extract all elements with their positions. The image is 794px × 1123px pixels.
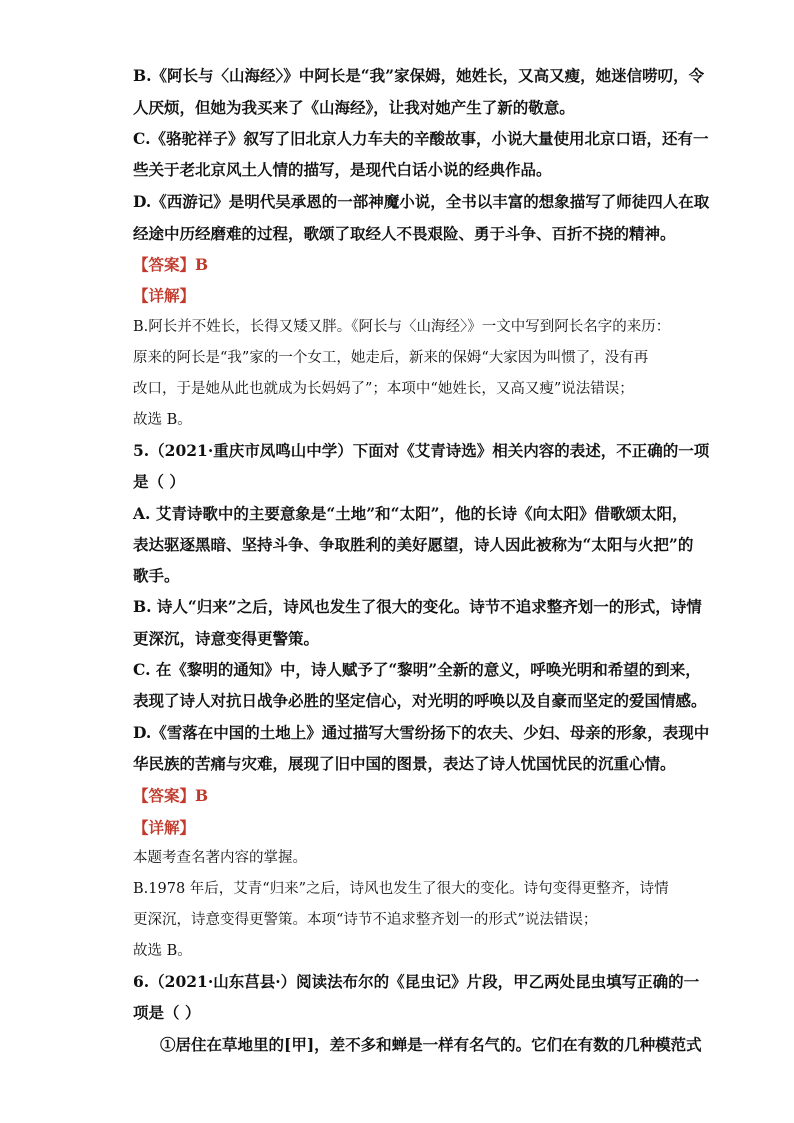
answer-label-q5: 【答案】B [133, 786, 209, 805]
q5-option-a-line-2: 表达驱逐黑暗、坚持斗争、争取胜利的美好愿望，诗人因此被称为“太阳与火把”的 [133, 535, 694, 554]
q5-option-d-line-2: 华民族的苦痛与灾难，展现了旧中国的图景，表达了诗人忧国忧民的沉重心情。 [133, 754, 676, 773]
q5-option-a-line-1: A. 艾青诗歌中的主要意象是“土地”和“太阳”，他的长诗《向太阳》借歌颂太阳， [133, 504, 688, 523]
q5-option-b-line-1: B. 诗人“归来”之后，诗风也发生了很大的变化。诗节不追求整齐划一的形式，诗情 [133, 597, 702, 616]
option-c-line-2: 些关于老北京风土人情的描写，是现代白话小说的经典作品。 [133, 160, 552, 179]
q5-option-b-line-2: 更深沉，诗意变得更警策。 [133, 629, 320, 648]
explanation-line: B.阿长并不姓长，长得又矮又胖。《阿长与〈山海经〉》一文中写到阿长名字的来历： [133, 319, 671, 335]
explanation-line: 本题考查名著内容的掌握。 [133, 850, 307, 866]
explanation-line: 更深沉，诗意变得更警策。本项“诗节不追求整齐划一的形式”说法错误； [133, 912, 598, 928]
explanation-label-q5: 【详解】 [133, 818, 196, 837]
q5-option-c-line-1: C. 在《黎明的通知》中，诗人赋予了“黎明”全新的意义，呼唤光明和希望的到来， [133, 660, 701, 679]
option-d-line-2: 经途中历经磨难的过程，歌颂了取经人不畏艰险、勇于斗争、百折不挠的精神。 [133, 224, 676, 243]
explanation-conclusion: 故选 B。 [133, 412, 192, 428]
explanation-line: B.1978 年后，艾青“归来”之后，诗风也发生了很大的变化。诗句变得更整齐，诗情 [133, 881, 669, 897]
question-6-stem: 6.（2021·山东莒县·）阅读法布尔的《昆虫记》片段，甲乙两处昆虫填写正确的一 [133, 972, 700, 991]
option-b-line-1: B.《阿长与〈山海经〉》中阿长是“我”家保姆，她姓长，又高又瘦，她迷信唠叨，令 [133, 66, 705, 85]
option-c-line-1: C.《骆驼祥子》叙写了旧北京人力车夫的辛酸故事，小说大量使用北京口语，还有一 [133, 129, 709, 148]
q5-option-d-line-1: D.《雪落在中国的土地上》通过描写大雪纷扬下的农夫、少妇、母亲的形象，表现中 [133, 723, 710, 742]
question-5-stem-cont: 是（ ） [133, 472, 185, 491]
option-b-line-2: 人厌烦，但她为我买来了《山海经》，让我对她产生了新的敬意。 [133, 98, 575, 117]
q5-option-c-line-2: 表现了诗人对抗日战争必胜的坚定信心，对光明的呼唤以及自豪而坚定的爱国情感。 [133, 691, 707, 710]
explanation-line: 改口，于是她从此也就成为长妈妈了”；本项中“她姓长，又高又瘦”说法错误； [133, 381, 634, 397]
explanation-label-q4: 【详解】 [133, 286, 196, 305]
answer-label-q4: 【答案】B [133, 255, 209, 274]
explanation-conclusion: 故选 B。 [133, 943, 192, 959]
option-d-line-1: D.《西游记》是明代吴承恩的一部神魔小说，全书以丰富的想象描写了师徒四人在取 [133, 192, 710, 211]
explanation-line: 原来的阿长是“我”家的一个女工，她走后，新来的保姆“大家因为叫惯了，没有再 [133, 350, 649, 366]
q5-option-a-line-3: 歌手。 [133, 566, 180, 585]
q6-passage-line-1: ①居住在草地里的[甲]，差不多和蝉是一样有名气的。它们在有数的几种模范式 [160, 1035, 702, 1054]
question-5-stem: 5.（2021·重庆市凤鸣山中学）下面对《艾青诗选》相关内容的表述，不正确的一项 [133, 441, 710, 460]
question-6-stem-cont: 项是（ ） [133, 1003, 201, 1022]
